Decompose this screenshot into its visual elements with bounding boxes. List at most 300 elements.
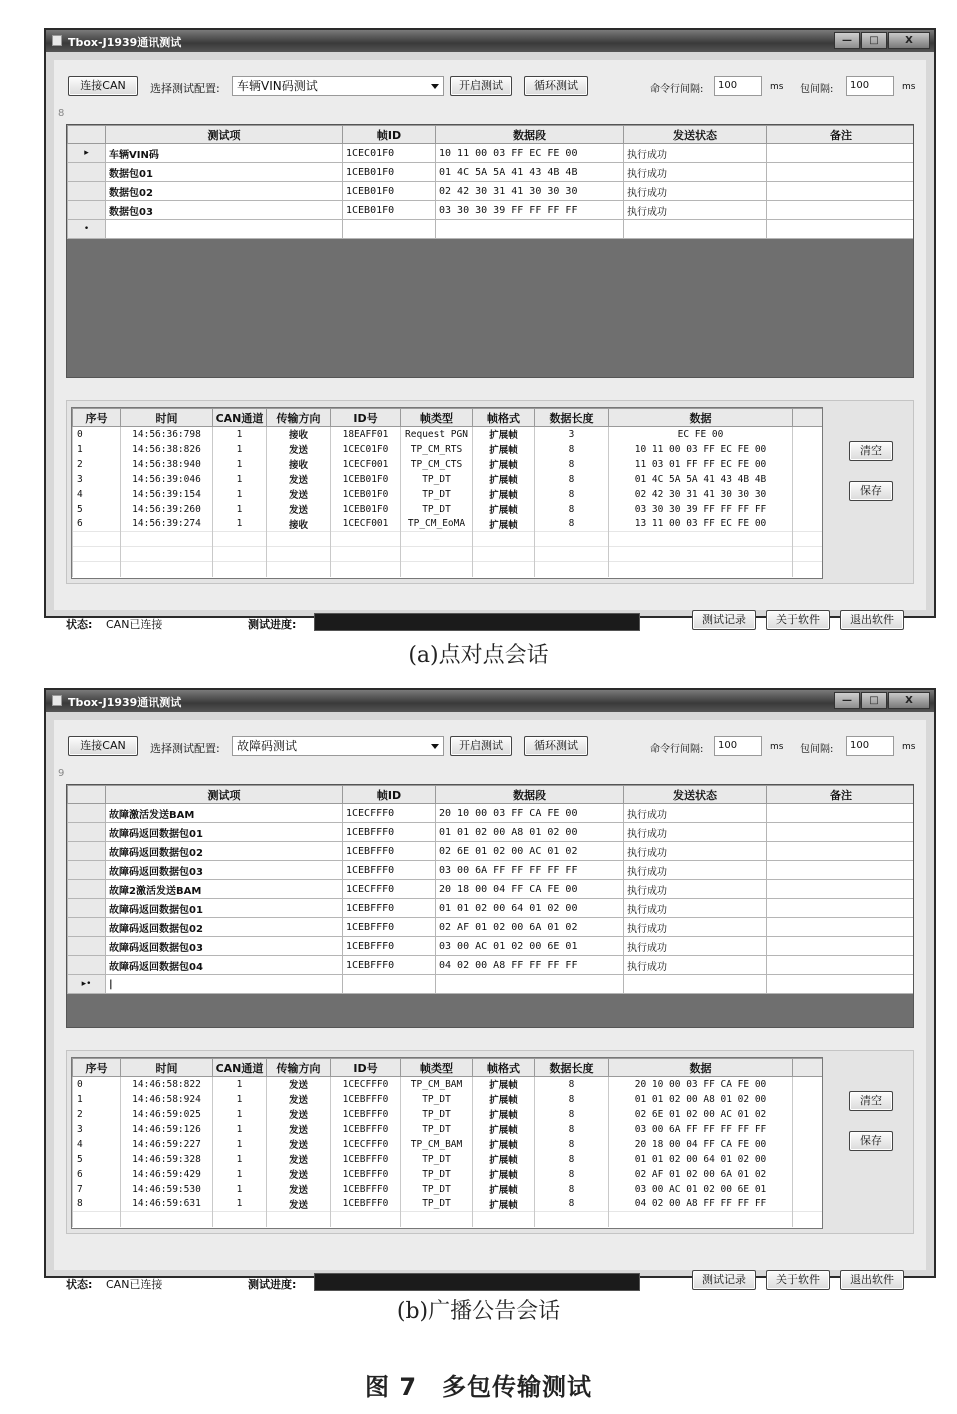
test-item-name[interactable]: 车辆VIN码 <box>106 144 343 163</box>
select-config-label: 选择测试配置: <box>150 82 220 95</box>
row-pointer-icon[interactable]: ▸ <box>68 144 106 163</box>
id-cell: 1CECFFF0 <box>331 1137 401 1152</box>
test-items-table <box>67 785 914 994</box>
data-length-cell: 8 <box>535 442 609 457</box>
table-row[interactable] <box>68 182 915 201</box>
send-status-cell[interactable]: 执行成功 <box>624 937 767 956</box>
send-status-cell[interactable] <box>624 975 767 994</box>
test-item-name[interactable]: 故障码返回数据包03 <box>106 937 343 956</box>
data-length-cell: 8 <box>535 1197 609 1212</box>
start-test-button[interactable]: 开启测试 <box>450 76 512 96</box>
table-row[interactable] <box>68 975 915 994</box>
column-header[interactable]: CAN通道 <box>213 1059 267 1077</box>
data-cell: 03 00 6A FF FF FF FF FF <box>609 1122 793 1137</box>
column-header[interactable]: 发送状态 <box>624 786 767 804</box>
data-cell: 03 00 AC 01 02 00 6E 01 <box>609 1182 793 1197</box>
frame-type-cell: TP_CM_BAM <box>401 1137 473 1152</box>
frame-id-cell[interactable]: 1CEBFFF0 <box>343 937 436 956</box>
filler-cell <box>793 1197 824 1212</box>
frame-type-cell: TP_DT <box>401 1092 473 1107</box>
log-row[interactable] <box>73 1092 824 1107</box>
table-row[interactable] <box>68 918 915 937</box>
column-header[interactable]: 发送状态 <box>624 126 767 144</box>
column-header[interactable]: 数据段 <box>436 786 624 804</box>
empty-cell <box>121 562 213 577</box>
log-row[interactable] <box>73 1107 824 1122</box>
log-row[interactable] <box>73 517 824 532</box>
seq-cell: 3 <box>73 1122 121 1137</box>
row-pointer-icon[interactable] <box>68 880 106 899</box>
title-bar <box>46 690 934 712</box>
row-pointer-icon[interactable] <box>68 804 106 823</box>
frame-id-cell[interactable]: 1CEBFFF0 <box>343 918 436 937</box>
connect-can-button[interactable]: 连接CAN <box>68 76 138 96</box>
progress-fill <box>315 1274 639 1290</box>
frame-type-cell: TP_DT <box>401 1197 473 1212</box>
log-row[interactable] <box>73 1122 824 1137</box>
progress-fill <box>315 614 639 630</box>
id-cell: 1CEC01F0 <box>331 442 401 457</box>
send-status-cell[interactable] <box>624 220 767 239</box>
maximize-button[interactable]: □ <box>861 692 887 709</box>
column-header[interactable]: 数据 <box>609 409 793 427</box>
send-status-cell[interactable]: 执行成功 <box>624 144 767 163</box>
data-segment-cell[interactable] <box>436 975 624 994</box>
empty-cell <box>609 1212 793 1227</box>
row-pointer-icon[interactable] <box>68 163 106 182</box>
data-segment-cell[interactable]: 03 30 30 39 FF FF FF FF <box>436 201 624 220</box>
seq-cell: 7 <box>73 1182 121 1197</box>
note-cell[interactable] <box>767 144 915 163</box>
empty-log-row <box>73 1212 824 1227</box>
empty-cell <box>121 547 213 562</box>
table-row[interactable] <box>68 842 915 861</box>
frame-format-cell: 扩展帧 <box>473 487 535 502</box>
data-segment-cell[interactable]: 20 18 00 04 FF CA FE 00 <box>436 880 624 899</box>
cmd-interval-input[interactable]: 100 <box>714 76 762 96</box>
table-row[interactable] <box>68 823 915 842</box>
can-channel-cell: 1 <box>213 442 267 457</box>
frame-type-cell: TP_DT <box>401 487 473 502</box>
empty-cell <box>609 547 793 562</box>
clear-button[interactable]: 清空 <box>849 1091 893 1111</box>
id-cell: 1CEB01F0 <box>331 472 401 487</box>
column-header[interactable]: 时间 <box>121 1059 213 1077</box>
column-header-filler <box>793 1059 824 1077</box>
frame-id-cell[interactable]: 1CEB01F0 <box>343 163 436 182</box>
log-row[interactable] <box>73 1152 824 1167</box>
test-items-table <box>67 125 914 239</box>
column-header[interactable]: 序号 <box>73 1059 121 1077</box>
connect-can-button[interactable]: 连接CAN <box>68 736 138 756</box>
time-cell: 14:46:58:822 <box>121 1077 213 1092</box>
row-pointer-icon[interactable] <box>68 842 106 861</box>
test-item-name[interactable]: 故障码返回数据包03 <box>106 861 343 880</box>
data-segment-cell[interactable]: 10 11 00 03 FF EC FE 00 <box>436 144 624 163</box>
data-segment-cell[interactable]: 02 42 30 31 41 30 30 30 <box>436 182 624 201</box>
data-length-cell: 8 <box>535 1167 609 1182</box>
table-row[interactable] <box>68 144 915 163</box>
test-item-name[interactable]: 数据包02 <box>106 182 343 201</box>
empty-cell <box>535 1212 609 1227</box>
log-row[interactable] <box>73 1182 824 1197</box>
data-segment-cell[interactable]: 04 02 00 A8 FF FF FF FF <box>436 956 624 975</box>
row-pointer-icon[interactable]: ▸• <box>68 975 106 994</box>
direction-cell: 发送 <box>267 1122 331 1137</box>
seq-cell: 0 <box>73 427 121 442</box>
column-header[interactable]: 测试项 <box>106 126 343 144</box>
log-row[interactable] <box>73 457 824 472</box>
empty-cell <box>331 532 401 547</box>
empty-cell <box>331 547 401 562</box>
test-item-name[interactable]: 故障2激活发送BAM <box>106 880 343 899</box>
table-row[interactable] <box>68 804 915 823</box>
frame-id-cell[interactable]: 1CEB01F0 <box>343 182 436 201</box>
frame-id-cell[interactable]: 1CEC01F0 <box>343 144 436 163</box>
close-button[interactable]: X <box>888 32 930 49</box>
config-select[interactable] <box>232 736 444 756</box>
row-pointer-icon[interactable] <box>68 918 106 937</box>
loop-test-button[interactable]: 循环测试 <box>524 736 588 756</box>
frame-format-cell: 扩展帧 <box>473 1182 535 1197</box>
seq-cell: 2 <box>73 457 121 472</box>
data-length-cell: 8 <box>535 1092 609 1107</box>
empty-log-row <box>73 547 824 562</box>
table-row[interactable] <box>68 163 915 182</box>
data-segment-cell[interactable]: 20 10 00 03 FF CA FE 00 <box>436 804 624 823</box>
close-button[interactable]: X <box>888 692 930 709</box>
can-channel-cell: 1 <box>213 1167 267 1182</box>
direction-cell: 发送 <box>267 472 331 487</box>
send-status-cell[interactable]: 执行成功 <box>624 804 767 823</box>
table-row[interactable] <box>68 880 915 899</box>
note-cell[interactable] <box>767 804 915 823</box>
start-test-button[interactable]: 开启测试 <box>450 736 512 756</box>
time-cell: 14:56:39:154 <box>121 487 213 502</box>
table-row[interactable] <box>68 899 915 918</box>
table-row[interactable] <box>68 861 915 880</box>
data-length-cell: 3 <box>535 427 609 442</box>
column-header[interactable]: ID号 <box>331 1059 401 1077</box>
time-cell: 14:46:59:126 <box>121 1122 213 1137</box>
packet-interval-input[interactable]: 100 <box>846 76 894 96</box>
column-header[interactable]: 数据段 <box>436 126 624 144</box>
row-pointer-icon[interactable] <box>68 899 106 918</box>
note-cell[interactable] <box>767 975 915 994</box>
test-record-button[interactable]: 测试记录 <box>692 610 756 630</box>
column-header[interactable]: 帧ID <box>343 126 436 144</box>
log-row[interactable] <box>73 1077 824 1092</box>
empty-cell <box>401 1212 473 1227</box>
id-cell: 1CECFFF0 <box>331 1077 401 1092</box>
seq-cell: 4 <box>73 1137 121 1152</box>
save-button[interactable]: 保存 <box>849 1131 893 1151</box>
data-cell: 01 4C 5A 5A 41 43 4B 4B <box>609 472 793 487</box>
log-row[interactable] <box>73 472 824 487</box>
test-item-name[interactable] <box>106 220 343 239</box>
clear-button[interactable]: 清空 <box>849 441 893 461</box>
frame-format-cell: 扩展帧 <box>473 1107 535 1122</box>
note-cell[interactable] <box>767 201 915 220</box>
filler-cell <box>793 517 824 532</box>
filler-cell <box>793 1182 824 1197</box>
log-row[interactable] <box>73 487 824 502</box>
row-pointer-icon[interactable] <box>68 201 106 220</box>
client-area <box>54 60 926 631</box>
index-text: 9 <box>58 768 65 779</box>
data-length-cell: 8 <box>535 1152 609 1167</box>
note-cell[interactable] <box>767 956 915 975</box>
log-row[interactable] <box>73 1197 824 1212</box>
cmd-interval-input[interactable]: 100 <box>714 736 762 756</box>
data-length-cell: 8 <box>535 1077 609 1092</box>
log-row[interactable] <box>73 1167 824 1182</box>
column-header-filler <box>793 409 824 427</box>
maximize-button[interactable]: □ <box>861 32 887 49</box>
send-status-cell[interactable]: 执行成功 <box>624 956 767 975</box>
config-select[interactable] <box>232 76 444 96</box>
column-header[interactable]: 数据长度 <box>535 1059 609 1077</box>
note-cell[interactable] <box>767 918 915 937</box>
table-row[interactable] <box>68 937 915 956</box>
note-cell[interactable] <box>767 880 915 899</box>
frame-id-cell[interactable]: 1CECFFF0 <box>343 804 436 823</box>
note-cell[interactable] <box>767 937 915 956</box>
send-status-cell[interactable]: 执行成功 <box>624 899 767 918</box>
empty-cell <box>213 1212 267 1227</box>
send-status-cell[interactable]: 执行成功 <box>624 861 767 880</box>
column-header[interactable]: 时间 <box>121 409 213 427</box>
row-pointer-icon[interactable] <box>68 823 106 842</box>
empty-cell <box>793 562 824 577</box>
row-pointer-icon[interactable] <box>68 937 106 956</box>
frame-type-cell: TP_DT <box>401 502 473 517</box>
column-header[interactable]: 帧格式 <box>473 409 535 427</box>
data-segment-cell[interactable]: 02 AF 01 02 00 6A 01 02 <box>436 918 624 937</box>
data-cell: 10 11 00 03 FF EC FE 00 <box>609 442 793 457</box>
id-cell: 1CEB01F0 <box>331 502 401 517</box>
exit-button[interactable]: 退出软件 <box>840 610 904 630</box>
direction-cell: 接收 <box>267 457 331 472</box>
empty-cell <box>331 1212 401 1227</box>
send-status-cell[interactable]: 执行成功 <box>624 201 767 220</box>
loop-test-button[interactable]: 循环测试 <box>524 76 588 96</box>
packet-interval-label: 包间隔: <box>800 84 834 95</box>
note-cell[interactable] <box>767 220 915 239</box>
note-cell[interactable] <box>767 899 915 918</box>
empty-cell <box>401 547 473 562</box>
empty-cell <box>473 532 535 547</box>
app-window-a <box>44 28 936 631</box>
column-header[interactable]: 帧类型 <box>401 1059 473 1077</box>
column-header[interactable]: 帧类型 <box>401 409 473 427</box>
frame-id-cell[interactable]: 1CEB01F0 <box>343 201 436 220</box>
figure-caption: 图 7 多包传输测试 <box>364 1373 593 1401</box>
id-cell: 1CEBFFF0 <box>331 1122 401 1137</box>
empty-cell <box>401 532 473 547</box>
exit-button[interactable]: 退出软件 <box>840 1270 904 1290</box>
data-segment-cell[interactable]: 02 6E 01 02 00 AC 01 02 <box>436 842 624 861</box>
can-channel-cell: 1 <box>213 1107 267 1122</box>
window-controls <box>833 692 930 709</box>
empty-cell <box>401 562 473 577</box>
data-cell: 13 11 00 03 FF EC FE 00 <box>609 517 793 532</box>
frame-format-cell: 扩展帧 <box>473 1197 535 1212</box>
id-cell: 1CECF001 <box>331 457 401 472</box>
data-length-cell: 8 <box>535 1182 609 1197</box>
cmd-interval-unit: ms <box>770 82 784 92</box>
empty-cell <box>73 547 121 562</box>
can-channel-cell: 1 <box>213 472 267 487</box>
note-cell[interactable] <box>767 861 915 880</box>
status-label: 状态: <box>66 618 93 631</box>
test-item-name[interactable]: 数据包03 <box>106 201 343 220</box>
table-row[interactable] <box>68 956 915 975</box>
filler-cell <box>793 1107 824 1122</box>
frame-format-cell: 扩展帧 <box>473 1122 535 1137</box>
empty-cell <box>121 1212 213 1227</box>
table-row[interactable] <box>68 220 915 239</box>
seq-cell: 6 <box>73 517 121 532</box>
test-item-name[interactable]: 故障激活发送BAM <box>106 804 343 823</box>
column-header[interactable]: 帧ID <box>343 786 436 804</box>
data-segment-cell[interactable]: 03 00 AC 01 02 00 6E 01 <box>436 937 624 956</box>
can-channel-cell: 1 <box>213 1122 267 1137</box>
column-header[interactable]: 测试项 <box>106 786 343 804</box>
test-item-name[interactable]: 故障码返回数据包01 <box>106 899 343 918</box>
send-status-cell[interactable]: 执行成功 <box>624 823 767 842</box>
id-cell: 1CEBFFF0 <box>331 1197 401 1212</box>
note-cell[interactable] <box>767 182 915 201</box>
send-status-cell[interactable]: 执行成功 <box>624 182 767 201</box>
column-header[interactable]: 序号 <box>73 409 121 427</box>
id-cell: 1CECF001 <box>331 517 401 532</box>
app-icon <box>52 695 62 706</box>
empty-cell <box>73 532 121 547</box>
column-header[interactable]: ID号 <box>331 409 401 427</box>
log-grid <box>71 1057 823 1229</box>
column-header[interactable]: 备注 <box>767 786 915 804</box>
select-config-label: 选择测试配置: <box>150 742 220 755</box>
log-row[interactable] <box>73 1137 824 1152</box>
minimize-button[interactable]: — <box>834 32 860 49</box>
filler-cell <box>793 1077 824 1092</box>
empty-log-row <box>73 532 824 547</box>
direction-cell: 发送 <box>267 487 331 502</box>
id-cell: 18EAFF01 <box>331 427 401 442</box>
filler-cell <box>793 427 824 442</box>
direction-cell: 发送 <box>267 1167 331 1182</box>
id-cell: 1CEBFFF0 <box>331 1107 401 1122</box>
packet-interval-input[interactable]: 100 <box>846 736 894 756</box>
column-header[interactable]: 帧格式 <box>473 1059 535 1077</box>
time-cell: 14:56:38:826 <box>121 442 213 457</box>
column-header[interactable]: 传输方向 <box>267 409 331 427</box>
time-cell: 14:56:36:798 <box>121 427 213 442</box>
test-record-button[interactable]: 测试记录 <box>692 1270 756 1290</box>
time-cell: 14:56:39:046 <box>121 472 213 487</box>
data-segment-cell[interactable]: 01 4C 5A 5A 41 43 4B 4B <box>436 163 624 182</box>
row-pointer-icon[interactable] <box>68 956 106 975</box>
row-pointer-icon[interactable]: • <box>68 220 106 239</box>
table-row[interactable] <box>68 201 915 220</box>
can-channel-cell: 1 <box>213 1152 267 1167</box>
frame-type-cell: TP_CM_EoMA <box>401 517 473 532</box>
send-status-cell[interactable]: 执行成功 <box>624 880 767 899</box>
column-header[interactable]: 备注 <box>767 126 915 144</box>
test-item-name[interactable]: 故障码返回数据包01 <box>106 823 343 842</box>
note-cell[interactable] <box>767 842 915 861</box>
send-status-cell[interactable]: 执行成功 <box>624 163 767 182</box>
empty-cell <box>331 562 401 577</box>
direction-cell: 发送 <box>267 1107 331 1122</box>
app-icon <box>52 35 62 46</box>
about-button[interactable]: 关于软件 <box>766 1270 830 1290</box>
frame-type-cell: TP_DT <box>401 1167 473 1182</box>
frame-id-cell[interactable]: 1CEBFFF0 <box>343 861 436 880</box>
log-row[interactable] <box>73 442 824 457</box>
data-segment-cell[interactable]: 03 00 6A FF FF FF FF FF <box>436 861 624 880</box>
column-header[interactable]: 传输方向 <box>267 1059 331 1077</box>
send-status-cell[interactable]: 执行成功 <box>624 918 767 937</box>
frame-id-cell[interactable]: 1CEBFFF0 <box>343 842 436 861</box>
log-row[interactable] <box>73 427 824 442</box>
frame-id-cell[interactable] <box>343 975 436 994</box>
about-button[interactable]: 关于软件 <box>766 610 830 630</box>
data-segment-cell[interactable] <box>436 220 624 239</box>
test-item-name[interactable]: 数据包01 <box>106 163 343 182</box>
column-header[interactable]: 数据 <box>609 1059 793 1077</box>
direction-cell: 接收 <box>267 427 331 442</box>
frame-id-cell[interactable]: 1CEBFFF0 <box>343 956 436 975</box>
row-header-corner <box>68 126 106 144</box>
data-cell: 01 01 02 00 A8 01 02 00 <box>609 1092 793 1107</box>
data-segment-cell[interactable]: 01 01 02 00 64 01 02 00 <box>436 899 624 918</box>
filler-cell <box>793 1152 824 1167</box>
frame-format-cell: 扩展帧 <box>473 442 535 457</box>
test-item-name[interactable]: | <box>106 975 343 994</box>
test-item-name[interactable]: 故障码返回数据包02 <box>106 842 343 861</box>
column-header[interactable]: CAN通道 <box>213 409 267 427</box>
minimize-button[interactable]: — <box>834 692 860 709</box>
test-item-name[interactable]: 故障码返回数据包04 <box>106 956 343 975</box>
send-status-cell[interactable]: 执行成功 <box>624 842 767 861</box>
frame-id-cell[interactable]: 1CEBFFF0 <box>343 899 436 918</box>
empty-cell <box>73 562 121 577</box>
log-row[interactable] <box>73 502 824 517</box>
data-length-cell: 8 <box>535 502 609 517</box>
column-header[interactable]: 数据长度 <box>535 409 609 427</box>
empty-cell <box>267 1212 331 1227</box>
data-segment-cell[interactable]: 01 01 02 00 A8 01 02 00 <box>436 823 624 842</box>
row-pointer-icon[interactable] <box>68 861 106 880</box>
window-title: Tbox-J1939通讯测试 <box>68 36 182 49</box>
note-cell[interactable] <box>767 823 915 842</box>
frame-id-cell[interactable]: 1CECFFF0 <box>343 880 436 899</box>
frame-format-cell: 扩展帧 <box>473 457 535 472</box>
frame-id-cell[interactable] <box>343 220 436 239</box>
id-cell: 1CEBFFF0 <box>331 1182 401 1197</box>
test-item-name[interactable]: 故障码返回数据包02 <box>106 918 343 937</box>
can-channel-cell: 1 <box>213 457 267 472</box>
frame-id-cell[interactable]: 1CEBFFF0 <box>343 823 436 842</box>
seq-cell: 3 <box>73 472 121 487</box>
row-pointer-icon[interactable] <box>68 182 106 201</box>
id-cell: 1CEBFFF0 <box>331 1167 401 1182</box>
save-button[interactable]: 保存 <box>849 481 893 501</box>
direction-cell: 发送 <box>267 1197 331 1212</box>
note-cell[interactable] <box>767 163 915 182</box>
